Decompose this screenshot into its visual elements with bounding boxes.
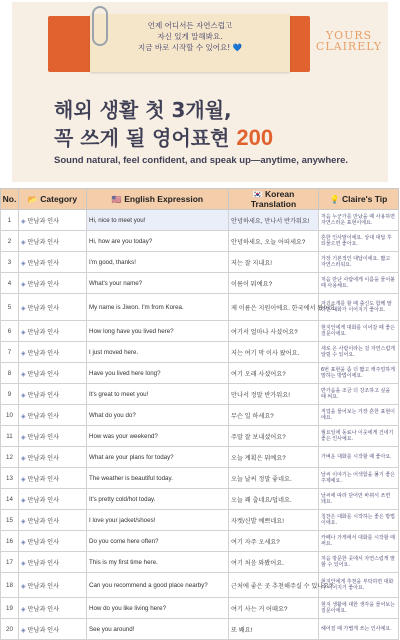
cell-tip[interactable]: 현지인에게 대화를 이어갈 때 좋은 질문이에요.: [319, 321, 399, 342]
table-row[interactable]: [1, 252, 399, 273]
cell-tip[interactable]: 직업을 물어보는 가장 흔한 표현이에요.: [319, 405, 399, 426]
expressions-table: [0, 188, 399, 640]
category-icon: ◈: [21, 517, 28, 525]
header-tip[interactable]: 💡 Claire's Tip: [319, 189, 399, 210]
cell-korean[interactable]: 여기 자주 오세요?: [229, 531, 319, 552]
cell-korean[interactable]: 근처에 좋은 곳 추천해주실 수 있나요?: [229, 573, 319, 598]
table-row[interactable]: [1, 573, 399, 598]
cell-korean[interactable]: 오늘 계획은 뭐예요?: [229, 447, 319, 468]
category-icon: ◈: [21, 238, 28, 246]
headline-number: 200: [236, 125, 274, 150]
cell-tip[interactable]: 처음 방문한 곳에서 자연스럽게 말할 수 있어요.: [319, 552, 399, 573]
cell-english[interactable]: Have you lived here long?: [87, 363, 229, 384]
cell-korean[interactable]: 자켓/신발 예쁘네요!: [229, 510, 319, 531]
cell-korean[interactable]: 무슨 일 하세요?: [229, 405, 319, 426]
cell-no[interactable]: 7: [1, 342, 19, 363]
cell-english[interactable]: What do you do?: [87, 405, 229, 426]
folder-icon: 📂: [27, 195, 38, 204]
header-category[interactable]: 📂 Category: [19, 189, 87, 210]
cell-korean[interactable]: 제 이름은 지원이에요. 한국에서 왔어요.: [229, 294, 319, 321]
cell-category[interactable]: [19, 321, 87, 342]
headline-line-2: 꼭 쓰게 될 영어표현 200: [54, 125, 274, 150]
cell-no[interactable]: 13: [1, 468, 19, 489]
category-label: 만남과 인사: [27, 259, 60, 267]
cell-english[interactable]: It's great to meet you!: [87, 384, 229, 405]
cell-korean[interactable]: 또 봬요!: [229, 619, 319, 640]
table-row[interactable]: [1, 510, 399, 531]
cell-category[interactable]: [19, 468, 87, 489]
cell-english[interactable]: How was your weekend?: [87, 426, 229, 447]
category-icon: ◈: [21, 259, 28, 267]
cell-korean[interactable]: 여기 오래 사셨어요?: [229, 363, 319, 384]
cell-category[interactable]: [19, 405, 87, 426]
note-line: 자신 있게 말해봐요.: [157, 32, 223, 41]
cell-tip[interactable]: 처음 만난 사람에게 이름을 물어볼 때 사용해요.: [319, 273, 399, 294]
cell-no[interactable]: 12: [1, 447, 19, 468]
cell-tip[interactable]: 가벼운 대화를 시작할 때 좋아요.: [319, 447, 399, 468]
table-row[interactable]: [1, 405, 399, 426]
cell-no[interactable]: 20: [1, 619, 19, 640]
category-label: 만남과 인사: [27, 582, 60, 590]
heart-icon: 💙: [232, 43, 242, 52]
cell-english[interactable]: What are your plans for today?: [87, 447, 229, 468]
cell-english[interactable]: See you around!: [87, 619, 229, 640]
sticky-note: [90, 14, 290, 72]
category-icon: ◈: [21, 582, 28, 590]
note-line: 지금 바로 시작할 수 있어요! 💙: [138, 43, 242, 52]
cell-no[interactable]: 15: [1, 510, 19, 531]
table-row[interactable]: [1, 321, 399, 342]
category-label: 만남과 인사: [27, 538, 60, 546]
category-icon: ◈: [21, 217, 28, 225]
category-icon: ◈: [21, 304, 28, 312]
category-icon: ◈: [21, 605, 28, 613]
cell-category[interactable]: [19, 619, 87, 640]
category-label: 만남과 인사: [27, 433, 60, 441]
cell-category[interactable]: [19, 573, 87, 598]
cell-korean[interactable]: 안녕하세요, 만나서 반가워요!: [229, 210, 319, 231]
cell-tip[interactable]: 날씨에 따라 단어만 바꿔서 쓰면 돼요.: [319, 489, 399, 510]
headline-line-1: 해외 생활 첫 3개월,: [54, 98, 232, 122]
category-label: 만남과 인사: [27, 475, 60, 483]
cell-english[interactable]: I just moved here.: [87, 342, 229, 363]
table-row[interactable]: [1, 447, 399, 468]
cell-english[interactable]: My name is Jiwon. I'm from Korea.: [87, 294, 229, 321]
table-row[interactable]: [1, 210, 399, 231]
cell-tip[interactable]: 카페나 가게에서 대화를 시작할 때 써요.: [319, 531, 399, 552]
cell-english[interactable]: Hi, nice to meet you!: [87, 210, 229, 231]
category-label: 만남과 인사: [27, 626, 60, 634]
cell-category[interactable]: [19, 342, 87, 363]
table-row[interactable]: [1, 294, 399, 321]
category-label: 만남과 인사: [27, 454, 60, 462]
cell-tip[interactable]: 6번 표현을 좀 더 짧고 캐주얼하게 말하는 방법이에요.: [319, 363, 399, 384]
category-icon: ◈: [21, 349, 28, 357]
cell-english[interactable]: Do you come here often?: [87, 531, 229, 552]
cell-no[interactable]: 4: [1, 273, 19, 294]
header-korean[interactable]: 🇰🇷 Korean Translation: [229, 189, 319, 210]
cell-english[interactable]: Hi, how are you today?: [87, 231, 229, 252]
cell-tip[interactable]: 현지인에게 추천을 부탁하면 대화가 이어지기 좋아요.: [319, 573, 399, 598]
cell-no[interactable]: 2: [1, 231, 19, 252]
table-row[interactable]: [1, 342, 399, 363]
category-icon: ◈: [21, 475, 28, 483]
table-row[interactable]: [1, 384, 399, 405]
us-flag-icon: 🇺🇸: [111, 195, 122, 204]
cell-english[interactable]: What's your name?: [87, 273, 229, 294]
cell-tip[interactable]: 현지 생활에 대한 생각을 물어보는 질문이에요.: [319, 598, 399, 619]
table-row[interactable]: [1, 363, 399, 384]
cell-no[interactable]: 16: [1, 531, 19, 552]
category-icon: ◈: [21, 626, 28, 634]
cell-korean[interactable]: 오늘 날씨 정말 좋네요.: [229, 468, 319, 489]
category-label: 만남과 인사: [27, 238, 60, 246]
table-row[interactable]: [1, 489, 399, 510]
cell-tip[interactable]: 처음 누군가를 만났을 때 사용하면 자연스러운 표현이에요.: [319, 210, 399, 231]
cell-category[interactable]: [19, 531, 87, 552]
subtitle: Sound natural, feel confident, and speak up—anytime, anywhere.: [54, 155, 349, 166]
category-icon: ◈: [21, 454, 28, 462]
category-label: 만남과 인사: [27, 370, 60, 378]
cell-category[interactable]: [19, 210, 87, 231]
table-row[interactable]: [1, 273, 399, 294]
cell-no[interactable]: 11: [1, 426, 19, 447]
category-label: 만남과 인사: [27, 280, 60, 288]
table-row[interactable]: [1, 231, 399, 252]
cell-korean[interactable]: 여기서 얼마나 사셨어요?: [229, 321, 319, 342]
cell-category[interactable]: [19, 598, 87, 619]
cell-english[interactable]: It's pretty cold/hot today.: [87, 489, 229, 510]
cell-tip[interactable]: 칭찬은 대화를 시작하는 좋은 방법이에요.: [319, 510, 399, 531]
cell-category[interactable]: [19, 384, 87, 405]
cell-no[interactable]: 3: [1, 252, 19, 273]
banner: [0, 0, 400, 186]
category-icon: ◈: [21, 412, 28, 420]
header-english[interactable]: 🇺🇸 English Expression: [87, 189, 229, 210]
header-no[interactable]: No.: [1, 189, 19, 210]
cell-no[interactable]: 14: [1, 489, 19, 510]
category-label: 만남과 인사: [27, 328, 60, 336]
cell-category[interactable]: [19, 273, 87, 294]
cell-korean[interactable]: 안녕하세요, 오늘 어떠세요?: [229, 231, 319, 252]
category-icon: ◈: [21, 370, 28, 378]
cell-tip[interactable]: 흔한 인사말이에요. 상대 대답 후 되물으면 좋아요.: [319, 231, 399, 252]
cell-korean[interactable]: 저는 여기 막 이사 왔어요.: [229, 342, 319, 363]
cell-category[interactable]: [19, 231, 87, 252]
cell-tip[interactable]: 새로 온 사람이라는 걸 자연스럽게 알릴 수 있어요.: [319, 342, 399, 363]
cell-english[interactable]: I'm good, thanks!: [87, 252, 229, 273]
cell-english[interactable]: I love your jacket/shoes!: [87, 510, 229, 531]
cell-category[interactable]: [19, 252, 87, 273]
cell-tip[interactable]: 반가움을 조금 더 강조하고 싶을 때 써요.: [319, 384, 399, 405]
cell-no[interactable]: 8: [1, 363, 19, 384]
cell-korean[interactable]: 여기 사는 거 어때요?: [229, 598, 319, 619]
category-label: 만남과 인사: [27, 349, 60, 357]
category-icon: ◈: [21, 433, 28, 441]
cell-no[interactable]: 5: [1, 294, 19, 321]
cell-english[interactable]: How long have you lived here?: [87, 321, 229, 342]
cell-category[interactable]: [19, 294, 87, 321]
lightbulb-icon: 💡: [329, 195, 340, 204]
table-header-row: [1, 189, 399, 210]
cell-no[interactable]: 19: [1, 598, 19, 619]
note-line: 언제 어디서든 자연스럽고: [147, 21, 233, 30]
cell-category[interactable]: [19, 426, 87, 447]
cell-no[interactable]: 10: [1, 405, 19, 426]
category-label: 만남과 인사: [27, 496, 60, 504]
category-icon: ◈: [21, 538, 28, 546]
cell-category[interactable]: [19, 510, 87, 531]
cell-category[interactable]: [19, 489, 87, 510]
paperclip-icon: [92, 6, 108, 46]
table-row[interactable]: [1, 619, 399, 640]
cell-tip[interactable]: 가장 기본적인 대답이에요. 짧고 자연스러워요.: [319, 252, 399, 273]
category-icon: ◈: [21, 391, 28, 399]
cell-english[interactable]: Can you recommend a good place nearby?: [87, 573, 229, 598]
table-row[interactable]: [1, 468, 399, 489]
cell-tip[interactable]: 월요일에 동료나 이웃에게 건네기 좋은 인사예요.: [319, 426, 399, 447]
cell-tip[interactable]: 헤어질 때 가볍게 쓰는 인사예요.: [319, 619, 399, 640]
cell-korean[interactable]: 이름이 뭐예요?: [229, 273, 319, 294]
cell-english[interactable]: The weather is beautiful today.: [87, 468, 229, 489]
category-label: 만남과 인사: [27, 391, 60, 399]
cell-korean[interactable]: 주말 잘 보내셨어요?: [229, 426, 319, 447]
cell-no[interactable]: 9: [1, 384, 19, 405]
kr-flag-icon: 🇰🇷: [252, 190, 263, 199]
table-row[interactable]: [1, 426, 399, 447]
category-label: 만남과 인사: [27, 605, 60, 613]
category-label: 만남과 인사: [27, 217, 60, 225]
cell-korean[interactable]: 저는 잘 지내요!: [229, 252, 319, 273]
cell-tip[interactable]: 자기소개를 할 때 출신도 함께 말하면 대화가 이어지기 좋아요.: [319, 294, 399, 321]
category-label: 만남과 인사: [27, 517, 60, 525]
cell-category[interactable]: [19, 447, 87, 468]
category-icon: ◈: [21, 328, 28, 336]
category-label: 만남과 인사: [27, 559, 60, 567]
cell-tip[interactable]: 날씨 이야기는 어색함을 풀기 좋은 주제예요.: [319, 468, 399, 489]
cell-category[interactable]: [19, 552, 87, 573]
category-label: 만남과 인사: [27, 412, 60, 420]
category-label: 만남과 인사: [27, 304, 60, 312]
category-icon: ◈: [21, 496, 28, 504]
brand-logo: YOURS CLAIRELY: [315, 29, 383, 53]
cell-korean[interactable]: 여기 처음 와봤어요.: [229, 552, 319, 573]
table-row[interactable]: [1, 552, 399, 573]
cell-korean[interactable]: 오늘 꽤 춥네요/덥네요.: [229, 489, 319, 510]
cell-category[interactable]: [19, 363, 87, 384]
category-icon: ◈: [21, 280, 28, 288]
cell-no[interactable]: 1: [1, 210, 19, 231]
cell-korean[interactable]: 만나서 정말 반가워요!: [229, 384, 319, 405]
cell-no[interactable]: 18: [1, 573, 19, 598]
cell-no[interactable]: 6: [1, 321, 19, 342]
table-row[interactable]: [1, 598, 399, 619]
cell-no[interactable]: 17: [1, 552, 19, 573]
category-icon: ◈: [21, 559, 28, 567]
cell-english[interactable]: How do you like living here?: [87, 598, 229, 619]
cell-english[interactable]: This is my first time here.: [87, 552, 229, 573]
table-row[interactable]: [1, 531, 399, 552]
